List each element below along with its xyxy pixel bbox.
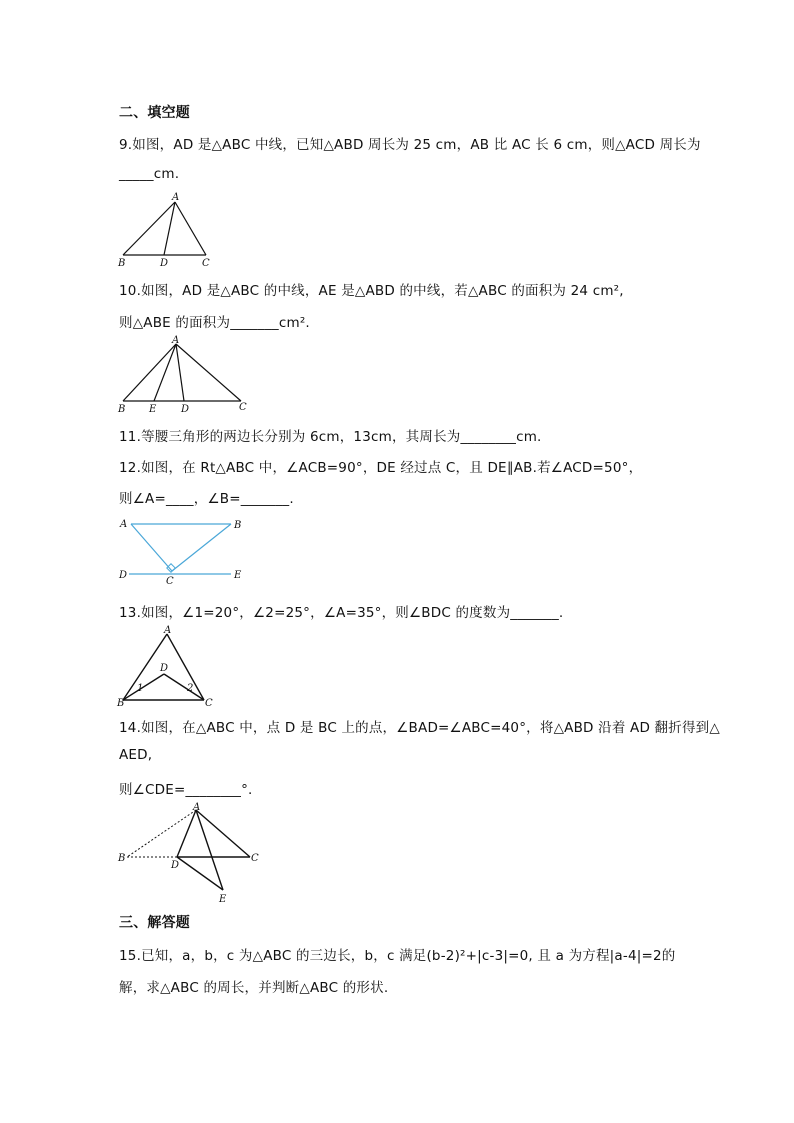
label-D: D — [119, 570, 128, 581]
label-angle-2: 2 — [187, 683, 194, 694]
label-D: D — [160, 258, 169, 269]
label-C: C — [205, 698, 213, 709]
label-D: D — [181, 404, 190, 415]
label-angle-1: 1 — [137, 683, 144, 694]
label-D: D — [160, 663, 169, 674]
label-B: B — [118, 258, 126, 269]
label-C: C — [239, 402, 247, 413]
label-B: B — [234, 520, 242, 531]
section-heading-answer: 三、解答题 — [119, 915, 190, 931]
label-A: A — [120, 519, 128, 530]
question-14-blank: 则∠CDE=________°. — [119, 782, 253, 798]
label-A: A — [193, 802, 201, 813]
section-heading-fill-blank: 二、填空题 — [119, 105, 190, 121]
question-14-text: 14.如图，在△ABC 中，点 D 是 BC 上的点，∠BAD=∠ABC=40°，将△ABD 沿着 AD 翻折得到△ — [119, 720, 720, 736]
label-B: B — [118, 853, 126, 864]
question-13-text: 13.如图，∠1=20°，∠2=25°，∠A=35°，则∠BDC 的度数为_______. — [119, 605, 564, 621]
question-12-blank: 则∠A=____，∠B=_______. — [119, 491, 294, 507]
label-B: B — [118, 404, 126, 415]
question-9-text: 9.如图，AD 是△ABC 中线，已知△ABD 周长为 25 cm，AB 比 AC 长 6 cm，则△ACD 周长为 — [119, 137, 701, 153]
label-C: C — [202, 258, 210, 269]
label-C: C — [166, 576, 174, 587]
figure-q12-triangle — [117, 514, 252, 586]
question-14-text-cont: AED, — [119, 747, 153, 763]
question-10-blank: 则△ABE 的面积为_______cm². — [119, 315, 310, 331]
figure-q13-triangle — [117, 624, 217, 710]
label-A: A — [164, 625, 172, 636]
figure-q9-triangle — [117, 192, 217, 268]
label-A: A — [172, 192, 180, 203]
label-E: E — [234, 570, 242, 581]
question-10-text: 10.如图，AD 是△ABC 的中线，AE 是△ABD 的中线，若△ABC 的面积为 24 cm², — [119, 283, 624, 299]
label-E: E — [219, 894, 227, 905]
question-12-text: 12.如图，在 Rt△ABC 中，∠ACB=90°，DE 经过点 C，且 DE∥AB.若∠ACD=50°， — [119, 460, 643, 476]
label-C: C — [251, 853, 259, 864]
label-D: D — [171, 860, 180, 871]
figure-q14-triangle — [117, 800, 267, 908]
figure-q10-triangle — [117, 335, 257, 415]
question-11-text: 11.等腰三角形的两边长分别为 6cm，13cm，其周长为________cm. — [119, 429, 542, 445]
label-B: B — [117, 698, 125, 709]
label-E: E — [149, 404, 157, 415]
question-9-blank: _____cm. — [119, 166, 180, 182]
question-15-text: 15.已知，a，b，c 为△ABC 的三边长，b，c 满足(b-2)²+|c-3|=0, 且 a 为方程|a-4|=2的 — [119, 948, 676, 964]
label-A: A — [172, 335, 180, 346]
question-15-text-cont: 解，求△ABC 的周长，并判断△ABC 的形状. — [119, 980, 389, 996]
